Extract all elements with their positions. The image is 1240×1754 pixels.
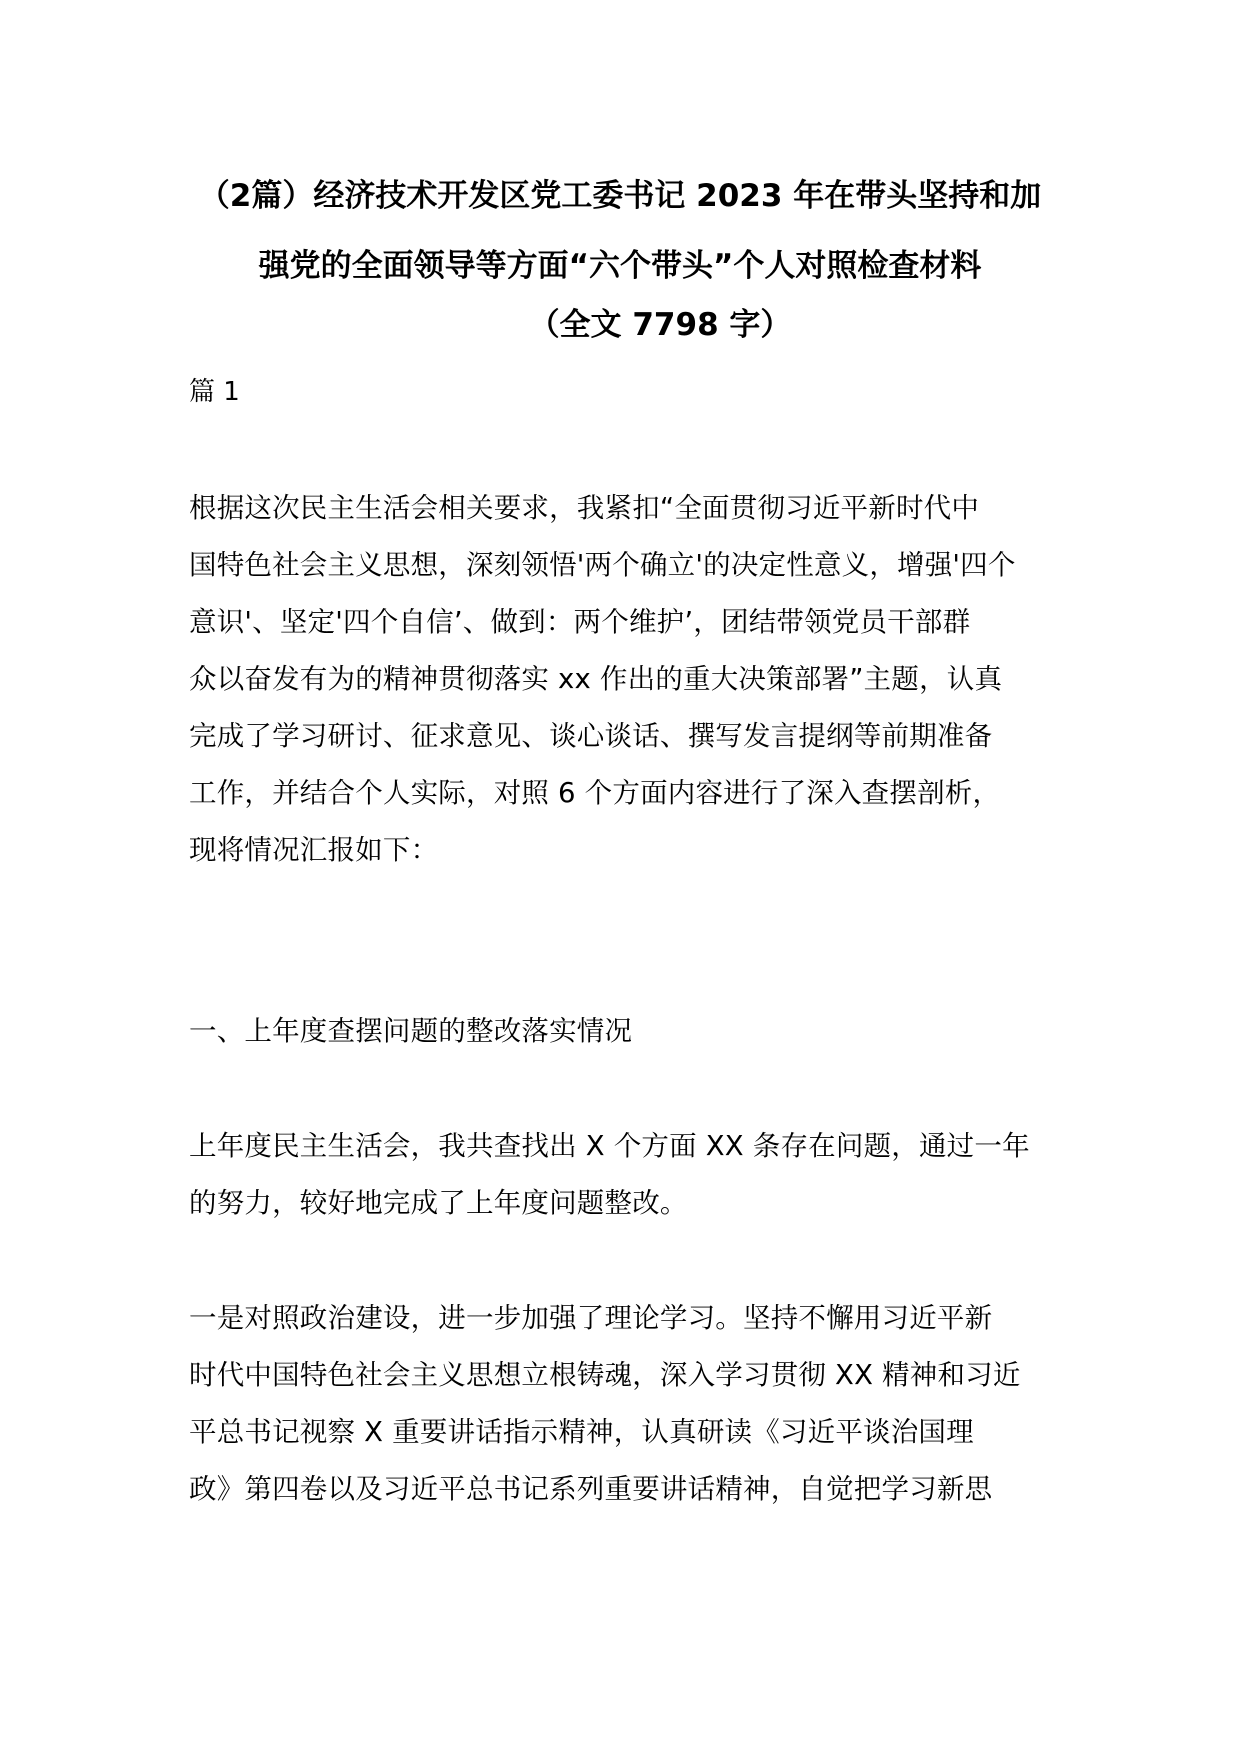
intro-paragraph-line: 众以奋发有为的精神贯彻落实 xx 作出的重大决策部署”主题，认真 — [189, 663, 1003, 695]
summary-paragraph-line: 的努力，较好地完成了上年度问题整改。 — [189, 1187, 688, 1219]
section-heading: 一、上年度查摆问题的整改落实情况 — [189, 1015, 633, 1047]
document-title-line-1: （2篇）经济技术开发区党工委书记 2023 年在带头坚持和加 — [198, 178, 1042, 214]
intro-paragraph-line: 根据这次民主生活会相关要求，我紧扣“全面贯彻习近平新时代中 — [189, 492, 980, 524]
intro-paragraph-line: 现将情况汇报如下： — [189, 834, 439, 866]
intro-paragraph-line: 完成了学习研讨、征求意见、谈心谈话、撰写发言提纲等前期准备 — [189, 720, 993, 752]
part-label: 篇 1 — [189, 377, 240, 407]
point-paragraph-line: 政》第四卷以及习近平总书记系列重要讲话精神，自觉把学习新思 — [189, 1473, 993, 1505]
point-paragraph-line: 平总书记视察 X 重要讲话指示精神，认真研读《习近平谈治国理 — [189, 1416, 974, 1448]
intro-paragraph-line: 意识'、坚定'四个自信’、做到：两个维护’，团结带领党员干部群 — [189, 606, 971, 638]
intro-paragraph-line: 工作，并结合个人实际，对照 6 个方面内容进行了深入查摆剖析， — [189, 777, 1001, 809]
intro-paragraph-line: 国特色社会主义思想，深刻领悟'两个确立'的决定性意义，增强'四个 — [189, 549, 1016, 581]
summary-paragraph-line: 上年度民主生活会，我共查找出 X 个方面 XX 条存在问题，通过一年 — [189, 1130, 1030, 1162]
point-paragraph-line: 时代中国特色社会主义思想立根铸魂，深入学习贯彻 XX 精神和习近 — [189, 1359, 1021, 1391]
document-title-line-2: 强党的全面领导等方面“六个带头”个人对照检查材料 — [258, 248, 982, 284]
document-title-word-count: （全文 7798 字） — [528, 307, 792, 343]
point-paragraph-line: 一是对照政治建设，进一步加强了理论学习。坚持不懈用习近平新 — [189, 1302, 993, 1334]
